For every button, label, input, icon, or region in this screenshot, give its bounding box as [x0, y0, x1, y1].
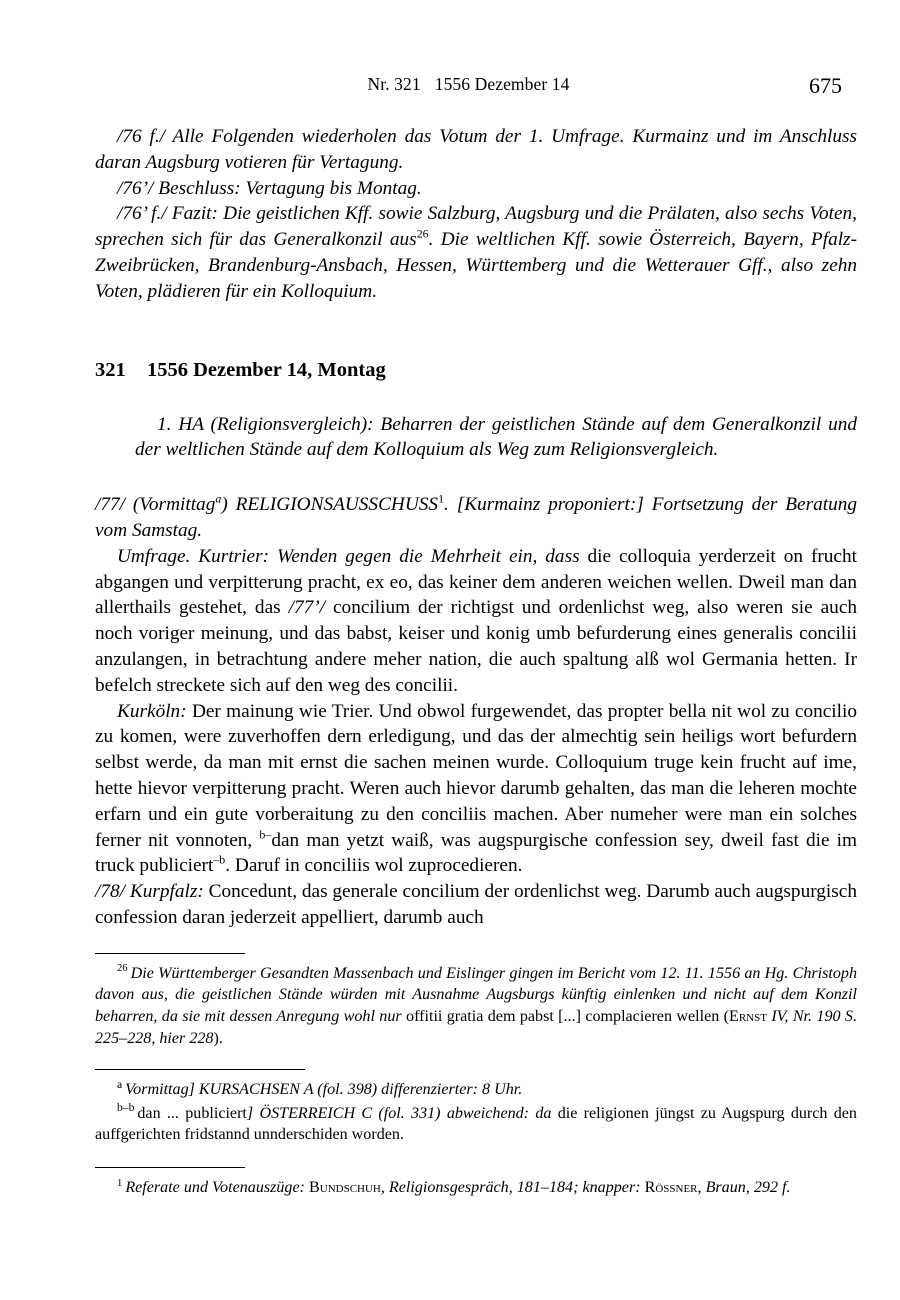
- footnote-26-closing: ).: [213, 1029, 223, 1047]
- footnote-26-roman: offitii gratia dem pabst [...] complacieren wellen (: [406, 1007, 729, 1025]
- vote-kurtrier-body-after: concilium der richtigst und ordenlichst weg, also weren sie auch noch voriger meinung, und das babst, keiser und konig umb befurderung eines generalis concilii anzulangen, in betrachtung andere meher nation, die auch spaltung alß wol Germania hetten. Ir befelch streckete sich auf den weg des concilii.: [95, 597, 858, 696]
- footnote-1-lead: Referate und Votenauszüge:: [125, 1178, 305, 1196]
- running-head-number: Nr. 321: [367, 74, 421, 94]
- footnote-1-marker: 1: [117, 1177, 123, 1189]
- preceding-para-3-text-b: . Die weltlichen Kff. sowie Österreich, Bayern, Pfalz-Zweibrücken, Brandenburg-Ansbach, Hessen, Württemberg und die Wetterauer Gff., also zehn Voten, plädieren für ein Kolloquium.: [95, 229, 857, 302]
- entry-number: 321: [95, 358, 126, 381]
- apparatus-note-a-lemma: Vormittag]: [125, 1081, 195, 1099]
- entry-regest: [135, 412, 857, 464]
- apparatus-note-a-text: KURSACHSEN A (fol. 398) differenzierter: 8 Uhr.: [198, 1081, 523, 1099]
- regest-paragraph: [135, 412, 857, 464]
- apparatus-rule: [95, 1069, 305, 1070]
- footnote-1-work-2: , Braun, 292 f.: [697, 1178, 791, 1196]
- footnote-1: [95, 1177, 857, 1199]
- preceding-para-2: [95, 176, 857, 202]
- preceding-para-2-text: Beschluss: Vertagung bis Montag.: [158, 177, 422, 199]
- apparatus-note-a: [95, 1079, 857, 1101]
- running-head-date: 1556 Dezember 14: [434, 74, 570, 94]
- footnote-26-source: Ernst: [728, 1007, 767, 1025]
- running-head-center: [95, 73, 842, 98]
- footnote-26: [95, 963, 857, 1049]
- regest-text: HA (Religionsvergleich): Beharren der geistlichen Stände auf dem Generalkonzil und der weltlichen Stände auf dem Kolloquium als Weg zum Religionsvergleich.: [135, 413, 857, 461]
- apparatus-ref-b-close[interactable]: –b: [213, 852, 226, 867]
- vote-kurtrier-body: die colloquia yerderzeit on frucht abgangen und verpitterung pracht, ex eo, das keiner dem anderen weichen wellen. Dweil man dan allerthails gestehet, das: [95, 545, 857, 619]
- apparatus-note-b-witness: ÖSTERREICH C (fol. 331) abweichend:: [259, 1104, 530, 1122]
- footnote-ref-1[interactable]: 1: [438, 491, 445, 506]
- entry-title: 1556 Dezember 14, Montag: [147, 358, 386, 381]
- session-header: [95, 492, 857, 544]
- footnote-26-marker: 26: [117, 963, 128, 975]
- session-time-label: (Vormittag: [132, 494, 216, 516]
- apparatus-note-b-lemma: dan ... publiciert: [137, 1104, 247, 1122]
- preceding-para-3-text-a: Fazit: Die geistlichen Kff. sowie Salzburg, Augsburg und die Prälaten, also sechs Voten, sprechen sich für das Generalkonzil aus: [95, 203, 858, 251]
- vote-kurkoeln-speaker: Kurköln:: [117, 700, 187, 722]
- apparatus-note-b-bracket: ]: [246, 1104, 254, 1122]
- folio-marker: /76’ f./: [117, 203, 167, 225]
- vote-kurkoeln: [95, 699, 857, 880]
- footnote-1-author-1: Bundschuh: [309, 1178, 381, 1196]
- apparatus-ref-b-open[interactable]: b–: [259, 827, 272, 842]
- vote-kurkoeln-body-1: Der mainung wie Trier. Und obwol furgewendet, das propter bella nit wol zu concilio zu komen, were zuverhoffen dern erledigung, und das der almechtig sein heiligs wort befurdern selbst werde, da man mit ernst die sachen meinen wurde. Colloquium truge kein frucht auf ime, hette hievor verpitterung pracht. Weren auch hievor darumb gehalten, das man die leheren mochte erfarn und ein gute vorberaitung zu den conciliis machen. Aber numeher were man ein solches ferner nit vonnoten,: [95, 700, 857, 851]
- footnote-rule: [95, 953, 245, 954]
- footnote-block-apparatus: [95, 1069, 857, 1146]
- footnote-block-numeric: [95, 953, 857, 1049]
- session-proponent: . [Kurmainz proponiert:]: [444, 494, 644, 516]
- preceding-para-3: [95, 201, 857, 304]
- apparatus-note-b-variant: die religionen jüngst zu Augspurg durch den auffgerichten fridstannd unnderschiden worden.: [95, 1104, 857, 1144]
- vote-kurkoeln-body-2: . Daruf in conciliis wol zuprocedieren.: [225, 855, 523, 877]
- preceding-para-1: [95, 124, 857, 176]
- footnote-ref-26[interactable]: 26: [416, 226, 429, 241]
- apparatus-ref-a[interactable]: a: [215, 491, 222, 506]
- vote-kurpfalz-speaker: Kurpfalz:: [129, 881, 204, 903]
- apparatus-note-b-marker: b–b: [117, 1101, 135, 1115]
- session-time-close: ): [221, 494, 228, 516]
- session-continuation: Fortsetzung der Beratung vom Samstag.: [95, 494, 857, 541]
- footnote-1-work-1: , Religionsgespräch, 181–184; knapper:: [380, 1178, 641, 1196]
- folio-marker: /76’/: [117, 177, 154, 199]
- reference-rule: [95, 1167, 245, 1168]
- preceding-para-1-text: Alle Folgenden wiederholen das Votum der 1. Umfrage. Kurmainz und im Anschluss daran Augsburg votieren für Vertagung.: [95, 126, 857, 173]
- page-number: 675: [809, 73, 842, 98]
- folio-marker: /77’/: [288, 597, 326, 619]
- folio-marker: /78/: [95, 881, 125, 903]
- vote-kurtrier-lead: Umfrage. Kurtrier: Wenden gegen die Mehrheit ein, dass: [117, 545, 580, 567]
- apparatus-note-a-marker: a: [117, 1077, 123, 1091]
- regest-item-number: 1.: [157, 413, 172, 435]
- committee-name: RELIGIONSAUSSCHUSS: [235, 494, 439, 516]
- folio-marker: /76 f./: [117, 126, 166, 147]
- vote-kurkoeln-quoted: dan man yetzt waiß, was augspurgische confession sey, dweil fast die im truck publiciert: [95, 829, 858, 877]
- vote-kurpfalz: [95, 879, 857, 931]
- running-head: [95, 74, 842, 100]
- apparatus-note-b-variant-italic: da: [535, 1104, 552, 1122]
- text-block: [95, 124, 857, 1198]
- apparatus-group: [95, 1079, 857, 1146]
- footnote-26-text: Die Württemberger Gesandten Massenbach und Eislinger gingen im Bericht vom 12. 11. 1556 an Hg. Christoph davon aus, die geistlichen Stände würden mit Ausnahme Augsburgs künftig einlenken und nicht auf dem Konzil beharren, da sie mit dessen Anregung wohl nur: [95, 964, 857, 1025]
- footnote-block-reference: [95, 1167, 857, 1199]
- apparatus-note-b: [95, 1103, 857, 1146]
- footnote-26-source-rest: IV, Nr. 190 S. 225–228, hier 228: [95, 1007, 857, 1047]
- vote-kurpfalz-body: Concedunt, das generale concilium der ordenlichst weg. Darumb auch augspurgisch confession daran jederzeit appelliert, darumb auch: [95, 881, 857, 928]
- entry-heading: [95, 357, 857, 383]
- footnote-1-author-2: Rössner: [644, 1178, 698, 1196]
- vote-kurtrier: [95, 544, 857, 699]
- folio-marker: /77/: [95, 494, 125, 516]
